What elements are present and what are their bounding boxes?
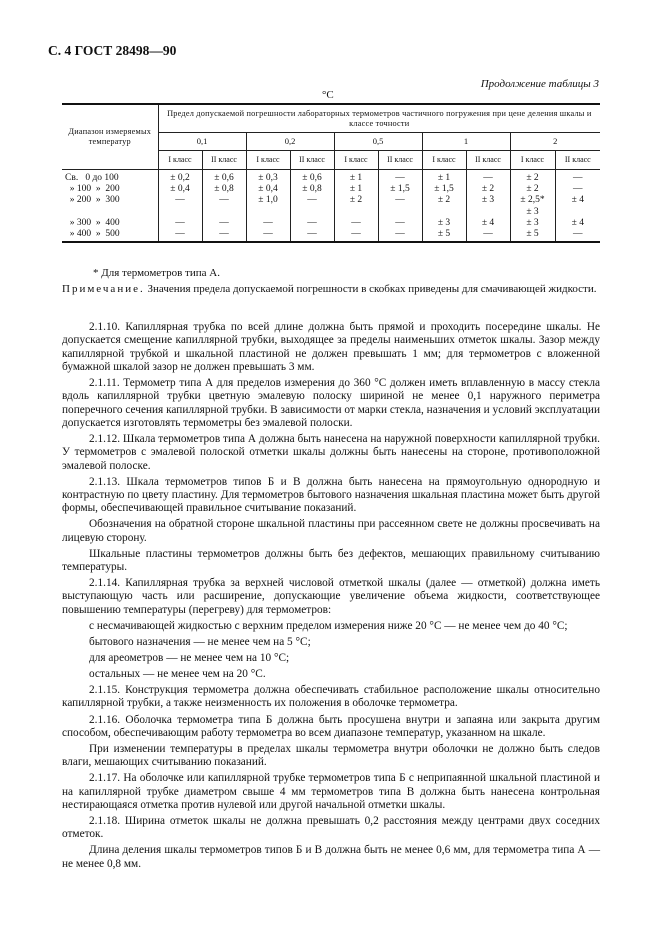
tolerance-cell: ± 0,3 xyxy=(246,170,290,185)
paragraph: 2.1.11. Термометр типа А для пределов измерения до 360 °С должен иметь вплавленную в массу стекла вдоль капиллярной трубки цветную эмалевую полоску шириной не менее 0,1 наружного периметра поперечного сечения капиллярной трубки. В зависимости от марки стекла, назначения и условий эксплуатации допускается изготовлять термометры без эмалевой полоски. xyxy=(62,376,600,429)
tolerance-cell: — xyxy=(555,184,600,195)
tolerance-cell: ± 1,0 xyxy=(246,195,290,217)
division-header: 0,2 xyxy=(246,133,334,151)
table-note xyxy=(62,283,600,297)
paragraph: 2.1.17. На оболочке или капиллярной трубке термометров типа Б с неприпаянной шкальной пластиной и на капиллярной трубке диаметром свыше 4 мм термометров типа В должна быть нанесена контрольная нестирающаяся отметка против нулевой или другой начальной отметки шкалы. xyxy=(62,772,600,811)
tolerance-cell: ± 0,6 xyxy=(290,170,334,185)
tolerance-cell: — xyxy=(378,218,422,229)
note-text: Значения предела допускаемой погрешности в скобках приведены для смачивающей жидкости. xyxy=(144,283,597,295)
class-header: I класс xyxy=(510,151,555,170)
class-header: II класс xyxy=(555,151,600,170)
tolerance-cell: ± 1 xyxy=(422,170,466,185)
tolerance-cell: — xyxy=(334,229,378,242)
paragraph: 2.1.14. Капиллярная трубка за верхней числовой отметкой шкалы (далее — отметкой) должна иметь выступающую часть или расширение, допускающие увеличение объема жидкости, соответствующее повышению температуры (перегреву) для термометров: xyxy=(62,577,600,616)
tolerance-cell: ± 0,2 xyxy=(158,170,202,185)
class-header: II класс xyxy=(466,151,510,170)
paragraph: 2.1.16. Оболочка термометра типа Б должна быть просушена внутри и запаяна или закрыта другим способом, обеспечивающим работу термометра во всем диапазоне температур, указанном на шкале. xyxy=(62,713,600,739)
paragraph: для ареометров — не менее чем на 10 °С; xyxy=(89,652,290,664)
tolerance-cell: — xyxy=(378,229,422,242)
tolerance-cell: ± 0,8 xyxy=(290,184,334,195)
range-cell: » 300 » 400 xyxy=(65,217,120,228)
tolerance-cell: ± 2 xyxy=(510,184,555,195)
tolerance-cell: ± 0,4 xyxy=(158,184,202,195)
tolerance-cell: — xyxy=(290,218,334,229)
tolerance-cell: ± 1,5 xyxy=(422,184,466,195)
class-header: I класс xyxy=(422,151,466,170)
range-cell: Св. 0 до 100 xyxy=(65,173,119,183)
paragraph: 2.1.10. Капиллярная трубка по всей длине должна быть прямой и проходить посередине шкалы. Не допускается смещение капиллярной трубки, выходящее за пределы наименьших отметок шкалы. Зазор между капиллярной трубкой и шкальной пластиной не должен превышать 1 мм; для термометров с вложенной бумажной шкалой зазор не должен превышать 3 мм. xyxy=(62,321,600,373)
tolerance-cell: — xyxy=(555,170,600,185)
table-footnote: * Для термометров типа А. xyxy=(93,267,220,279)
tolerance-main-header: Предел допускаемой погрешности лабораторных термометров частичного погружения при цене деления шкалы и классе точности xyxy=(158,104,600,133)
class-header: I класс xyxy=(334,151,378,170)
division-header: 2 xyxy=(510,133,600,151)
tolerance-cell: ± 3 xyxy=(510,218,555,229)
tolerance-cell: — xyxy=(158,229,202,242)
tolerance-cell: ± 4 xyxy=(555,218,600,229)
class-header: I класс xyxy=(158,151,202,170)
division-header: 0,1 xyxy=(158,133,246,151)
paragraph: Шкальные пластины термометров должны быть без дефектов, мешающих правильному считыванию температуры. xyxy=(62,547,600,574)
division-header: 0,5 xyxy=(334,133,422,151)
tolerance-cell: — xyxy=(466,170,510,185)
table-row xyxy=(62,229,600,242)
table-row xyxy=(62,184,600,195)
page-header: С. 4 ГОСТ 28498—90 xyxy=(48,43,177,58)
tolerance-cell: ± 4 xyxy=(555,195,600,217)
tolerance-cell: — xyxy=(202,229,246,242)
class-header: II класс xyxy=(378,151,422,170)
tolerance-cell: — xyxy=(246,218,290,229)
tolerance-cell: ± 3 xyxy=(422,218,466,229)
tolerance-cell: — xyxy=(290,229,334,242)
tolerance-table xyxy=(62,103,600,243)
tolerance-cell: — xyxy=(158,218,202,229)
tolerance-cell: ± 2 xyxy=(510,170,555,185)
table-unit: °С xyxy=(322,89,334,101)
table-continuation-label: Продолжение таблицы 3 xyxy=(480,78,599,90)
tolerance-cell: — xyxy=(378,170,422,185)
tolerance-cell: ± 3 xyxy=(466,195,510,217)
tolerance-cell: — xyxy=(158,195,202,217)
class-header: II класс xyxy=(202,151,246,170)
tolerance-cell: — xyxy=(466,229,510,242)
paragraph: Обозначения на обратной стороне шкальной пластины при рассеянном свете не должны просвечивать на лицевую сторону. xyxy=(62,518,600,544)
tolerance-cell: ± 5 xyxy=(510,229,555,242)
tolerance-cell: ± 0,4 xyxy=(246,184,290,195)
tolerance-cell: ± 0,6 xyxy=(202,170,246,185)
tolerance-cell: — xyxy=(334,218,378,229)
paragraph: 2.1.18. Ширина отметок шкалы не должна превышать 0,2 расстояния между центрами двух соседних отметок. xyxy=(62,815,600,841)
tolerance-cell: — xyxy=(202,195,246,217)
range-cell: » 200 » 300 xyxy=(65,195,120,206)
paragraph: с несмачивающей жидкостью с верхним пределом измерения ниже 20 °С — не менее чем до 40 °С; xyxy=(89,619,568,632)
tolerance-cell: — xyxy=(378,195,422,217)
paragraph: 2.1.15. Конструкция термометра должна обеспечивать стабильное расположение шкалы относительно капиллярной трубки, а также неизменность их положения в оболочке термометра. xyxy=(62,684,600,710)
paragraph: 2.1.13. Шкала термометров типов Б и В должна быть нанесена на прямоугольную однородную и контрастную по цвету пластину. Для термометров бытового назначения шкальная пластина может быть другой формы, обеспечивающей правильное считывание показаний. xyxy=(62,475,600,515)
tolerance-cell: ± 1 xyxy=(334,170,378,185)
tolerance-cell: — xyxy=(246,229,290,242)
division-header: 1 xyxy=(422,133,510,151)
table-row xyxy=(62,170,600,185)
class-header: I класс xyxy=(246,151,290,170)
paragraph: остальных — не менее чем на 20 °С. xyxy=(89,668,266,681)
table-row xyxy=(62,195,600,217)
range-cell: » 100 » 200 xyxy=(65,184,120,195)
tolerance-cell: ± 0,8 xyxy=(202,184,246,195)
range-column-header: Диапазон измеряемых температур xyxy=(62,104,158,170)
tolerance-cell: ± 1 xyxy=(334,184,378,195)
table-body xyxy=(62,170,600,243)
paragraph: Длина деления шкалы термометров типов Б и В должна быть не менее 0,6 мм, для термометра типа А — не менее 0,8 мм. xyxy=(62,844,600,870)
range-cell: » 400 » 500 xyxy=(62,229,158,242)
tolerance-cell: ± 4 xyxy=(466,218,510,229)
note-label: Примечание. xyxy=(62,283,145,295)
body-text xyxy=(62,321,600,874)
paragraph: 2.1.12. Шкала термометров типа А должна быть нанесена на наружной поверхности капиллярной трубки. У термометров с эмалевой полоской отметки шкалы должны быть нанесены на стороне, противоположной эмалевой полоске. xyxy=(62,432,600,472)
tolerance-cell: ± 5 xyxy=(422,229,466,242)
class-header: II класс xyxy=(290,151,334,170)
tolerance-cell: ± 2,5* ± 3 xyxy=(510,195,555,217)
tolerance-cell: — xyxy=(290,195,334,217)
paragraph: бытового назначения — не менее чем на 5 °С; xyxy=(89,635,311,648)
tolerance-cell: — xyxy=(555,229,600,242)
tolerance-cell: ± 2 xyxy=(466,184,510,195)
table-row xyxy=(62,218,600,229)
tolerance-cell: ± 2 xyxy=(334,195,378,217)
tolerance-cell: — xyxy=(202,218,246,229)
tolerance-cell: ± 1,5 xyxy=(378,184,422,195)
paragraph: При изменении температуры в пределах шкалы термометра внутри оболочки не должно быть следов влаги, мешающих считыванию показаний. xyxy=(62,742,600,769)
tolerance-cell: ± 2 xyxy=(422,195,466,217)
